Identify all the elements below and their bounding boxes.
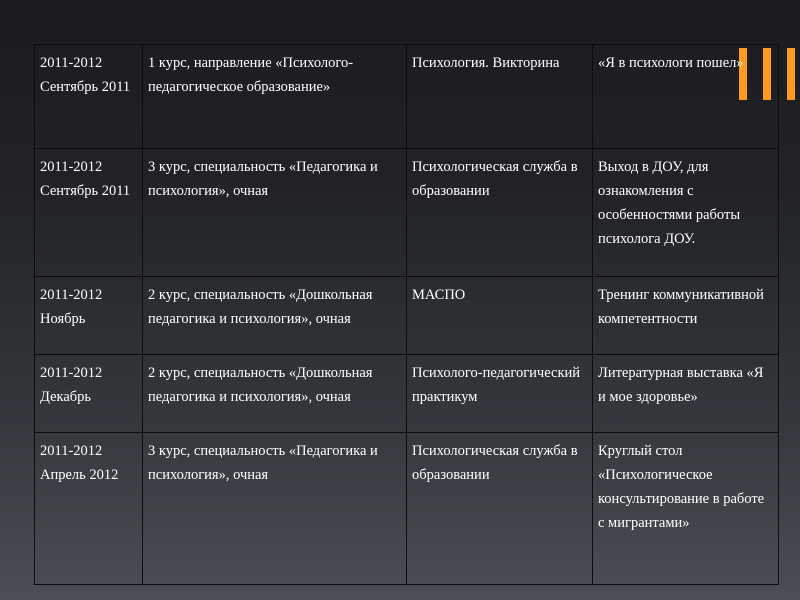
subject-cell: МАСПО [407,277,593,355]
events-table [34,44,779,585]
subject-cell: Психологическая служба в образовании [407,149,593,277]
date-cell: 2011-2012 Декабрь [35,355,143,433]
table-row [35,149,779,277]
audience-cell: 2 курс, специальность «Дошкольная педагогика и психология», очная [143,355,407,433]
event-cell: Тренинг коммуникативной компетентности [593,277,779,355]
audience-cell: 3 курс, специальность «Педагогика и психология», очная [143,433,407,585]
table-row [35,355,779,433]
table-row [35,277,779,355]
table-row [35,45,779,149]
subject-cell: Психолого-педагогический практикум [407,355,593,433]
audience-cell: 2 курс, специальность «Дошкольная педагогика и психология», очная [143,277,407,355]
event-cell: Выход в ДОУ, для ознакомления с особенностями работы психолога ДОУ. [593,149,779,277]
audience-cell: 1 курс, направление «Психолого-педагогическое образование» [143,45,407,149]
date-cell: 2011-2012 Апрель 2012 [35,433,143,585]
event-cell: «Я в психологи пошел» [593,45,779,149]
date-cell: 2011-2012 Сентябрь 2011 [35,149,143,277]
subject-cell: Психология. Викторина [407,45,593,149]
audience-cell: 3 курс, специальность «Педагогика и психология», очная [143,149,407,277]
table-row [35,433,779,585]
event-cell: Круглый стол «Психологическое консультирование в работе с мигрантами» [593,433,779,585]
event-cell: Литературная выставка «Я и мое здоровье» [593,355,779,433]
decorative-accent-bar [787,48,795,100]
date-cell: 2011-2012 Сентябрь 2011 [35,45,143,149]
subject-cell: Психологическая служба в образовании [407,433,593,585]
date-cell: 2011-2012 Ноябрь [35,277,143,355]
